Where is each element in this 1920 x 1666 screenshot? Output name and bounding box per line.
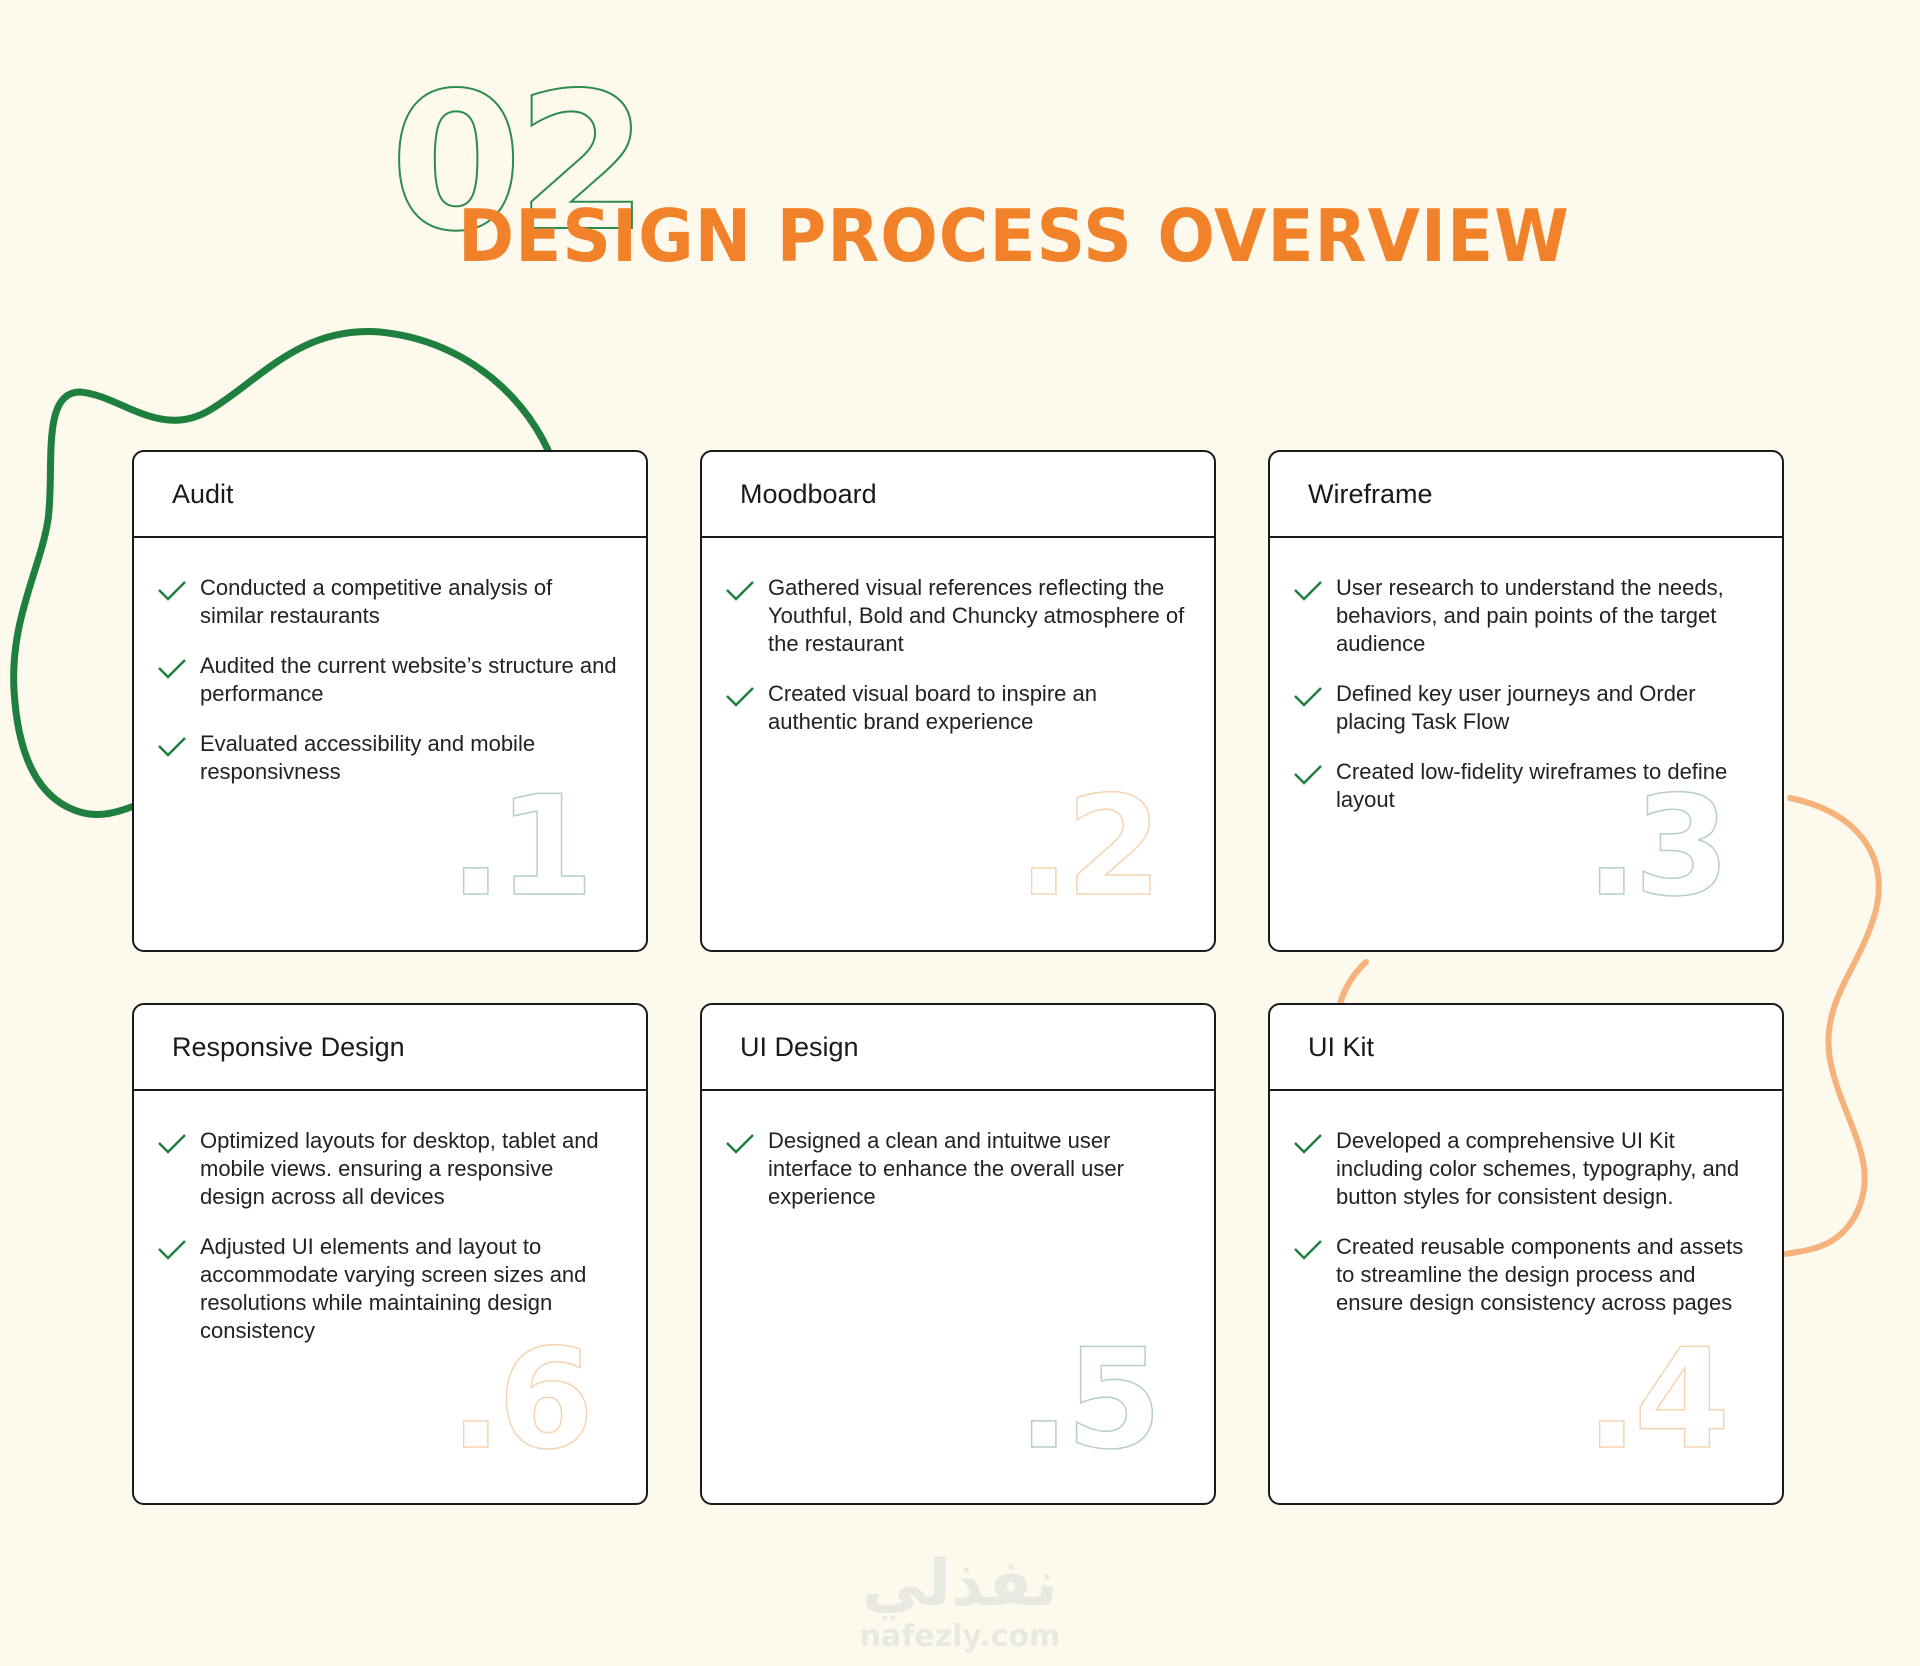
check-icon xyxy=(156,1235,188,1263)
card-title: UI Kit xyxy=(1308,1031,1375,1062)
check-icon xyxy=(1292,682,1324,710)
orange-squiggle-mid xyxy=(1340,962,1366,1004)
page-heading xyxy=(390,52,1590,286)
list-item xyxy=(724,1127,1186,1211)
list-item-text: Designed a clean and intuitwe user interface to enhance the overall user experience xyxy=(768,1128,1124,1209)
list-item xyxy=(1292,574,1754,658)
section-number: 02 xyxy=(390,52,643,273)
watermark-logo xyxy=(850,1547,1070,1654)
list-item xyxy=(156,574,618,630)
card-moodboard xyxy=(700,450,1216,952)
card-title: UI Design xyxy=(740,1031,859,1062)
card-header xyxy=(702,1005,1214,1091)
card-header xyxy=(702,452,1214,538)
list-item-text: Adjusted UI elements and layout to accommodate varying screen sizes and resolutions while maintaining design consistency xyxy=(200,1234,587,1343)
orange-squiggle-right xyxy=(1786,798,1879,1254)
list-item xyxy=(1292,1127,1754,1211)
card-title: Responsive Design xyxy=(172,1031,405,1062)
step-number: .4 xyxy=(1585,1319,1726,1480)
list-item-text: Defined key user journeys and Order placing Task Flow xyxy=(1336,681,1696,734)
card-title: Wireframe xyxy=(1308,478,1433,509)
watermark-arabic: نفذلي xyxy=(862,1547,1058,1621)
card-header xyxy=(134,1005,646,1091)
card-title: Moodboard xyxy=(740,478,877,509)
check-icon xyxy=(724,682,756,710)
check-icon xyxy=(1292,760,1324,788)
watermark-latin: nafezly.com xyxy=(859,1619,1061,1654)
check-icon xyxy=(156,654,188,682)
list-item-text: Gathered visual references reflecting the Youthful, Bold and Chuncky atmosphere of the restaurant xyxy=(768,575,1185,656)
step-number: .2 xyxy=(1017,766,1158,927)
list-item-text: Optimized layouts for desktop, tablet and mobile views. ensuring a responsive design across all devices xyxy=(200,1128,599,1209)
step-number: .5 xyxy=(1017,1319,1158,1480)
list-item-text: Created reusable components and assets to streamline the design process and ensure design consistency across pages xyxy=(1336,1234,1744,1315)
list-item-text: Evaluated accessibility and mobile responsivness xyxy=(200,731,536,784)
list-item-text: Created low-fidelity wireframes to define layout xyxy=(1336,759,1728,812)
card-wireframe xyxy=(1268,450,1784,952)
page-title: DESIGN PROCESS OVERVIEW xyxy=(458,194,1570,278)
list-item-text: Audited the current website’s structure and performance xyxy=(200,653,617,706)
list-item xyxy=(724,680,1186,736)
card-ui-design xyxy=(700,1003,1216,1505)
list-item xyxy=(156,1127,618,1211)
list-item-text: Conducted a competitive analysis of similar restaurants xyxy=(200,575,553,628)
card-responsive-design xyxy=(132,1003,648,1505)
list-item-text: Created visual board to inspire an authentic brand experience xyxy=(768,681,1097,734)
list-item-text: Developed a comprehensive UI Kit including color schemes, typography, and button styles for consistent design. xyxy=(1336,1128,1740,1209)
card-audit xyxy=(132,450,648,952)
card-header xyxy=(1270,1005,1782,1091)
check-icon xyxy=(724,1129,756,1157)
check-icon xyxy=(1292,1235,1324,1263)
step-number: .3 xyxy=(1585,766,1726,927)
check-icon xyxy=(156,576,188,604)
card-title: Audit xyxy=(172,478,234,509)
step-number: .1 xyxy=(449,766,590,927)
card-list xyxy=(1270,1091,1782,1317)
card-list xyxy=(702,1091,1214,1211)
step-number: .6 xyxy=(449,1319,590,1480)
list-item-text: User research to understand the needs, behaviors, and pain points of the target audience xyxy=(1336,575,1724,656)
check-icon xyxy=(1292,576,1324,604)
check-icon xyxy=(156,1129,188,1157)
list-item xyxy=(724,574,1186,658)
check-icon xyxy=(156,732,188,760)
check-icon xyxy=(1292,1129,1324,1157)
card-list xyxy=(134,1091,646,1345)
card-header xyxy=(134,452,646,538)
check-icon xyxy=(724,576,756,604)
card-list xyxy=(134,538,646,786)
card-header xyxy=(1270,452,1782,538)
list-item xyxy=(156,652,618,708)
list-item xyxy=(1292,1233,1754,1317)
card-list xyxy=(702,538,1214,736)
list-item xyxy=(1292,680,1754,736)
card-ui-kit xyxy=(1268,1003,1784,1505)
